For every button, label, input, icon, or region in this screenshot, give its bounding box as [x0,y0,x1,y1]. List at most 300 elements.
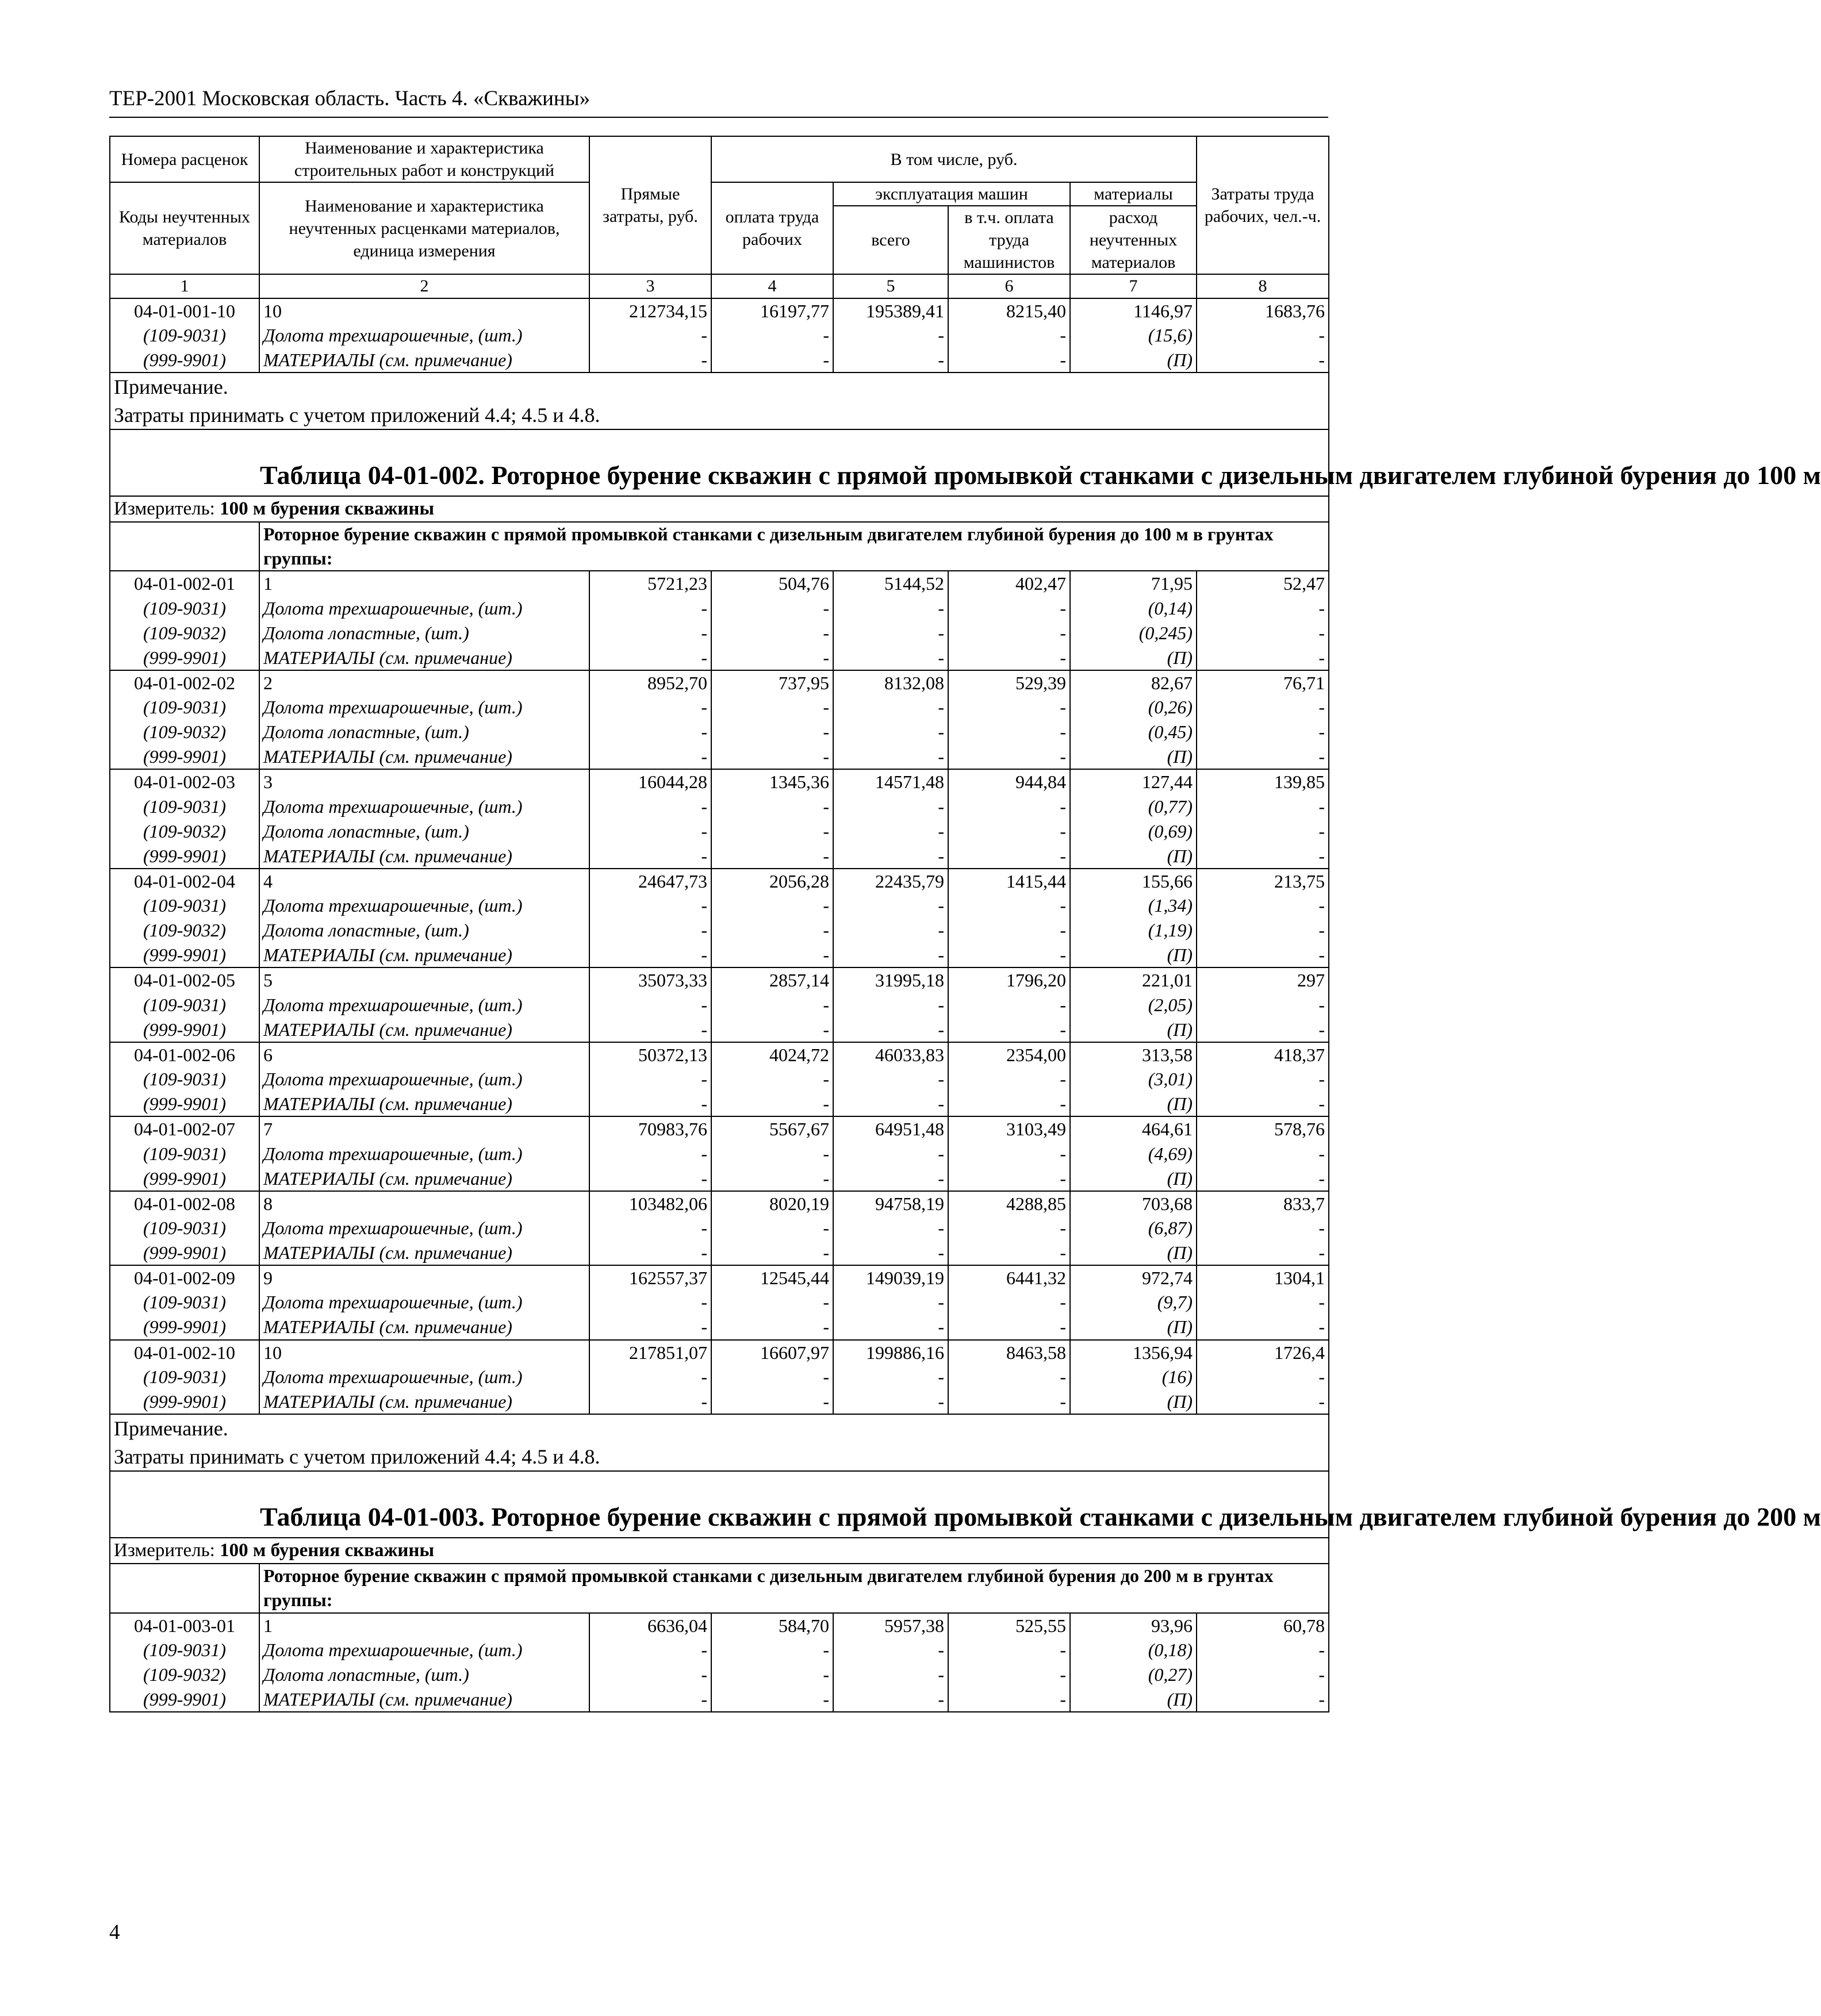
table-row [110,1142,1329,1166]
value-cell: - [833,893,948,918]
value-cell: 82,67 [1070,670,1197,695]
material-name: Долота трехшарошечные, (шт.) [259,1365,589,1389]
value-cell: - [711,621,833,646]
value-cell: - [1197,844,1329,869]
value-cell: (4,69) [1070,1142,1197,1166]
value-cell: 24647,73 [589,869,711,893]
value-cell: 16044,28 [589,769,711,794]
measure-row [110,1538,1329,1564]
note-text: Затраты принимать с учетом приложений 4.4; 4.5 и 4.8. [114,403,600,427]
material-code: (109-9031) [110,1365,259,1389]
value-cell: - [711,744,833,769]
value-cell: (П) [1070,1315,1197,1339]
material-name: МАТЕРИАЛЫ (см. примечание) [259,1315,589,1339]
value-cell: (6,87) [1070,1216,1197,1241]
value-cell: - [833,1017,948,1042]
material-code: (109-9032) [110,621,259,646]
hdr-labor-pay: оплата труда рабочих [711,182,833,274]
value-cell: - [1197,1092,1329,1116]
material-code: (999-9901) [110,943,259,967]
material-name: МАТЕРИАЛЫ (см. примечание) [259,1017,589,1042]
value-cell: - [589,844,711,869]
rate-code: 04-01-002-02 [110,670,259,695]
table-row [110,893,1329,918]
value-cell: 5721,23 [589,571,711,596]
material-name: Долота трехшарошечные, (шт.) [259,1142,589,1166]
value-cell: 8132,08 [833,670,948,695]
value-cell: 195389,41 [833,298,948,323]
value-cell: - [948,1142,1070,1166]
value-cell: 3103,49 [948,1116,1070,1141]
group-blank [110,1564,259,1612]
group-row [110,522,1329,571]
value-cell: - [711,1638,833,1662]
value-cell: - [948,323,1070,348]
value-cell: 213,75 [1197,869,1329,893]
group-row [110,1564,1329,1612]
value-cell: - [589,893,711,918]
note [110,1414,1329,1471]
value-cell: - [948,1092,1070,1116]
material-name: МАТЕРИАЛЫ (см. примечание) [259,1092,589,1116]
value-cell: - [833,844,948,869]
table-row [110,1191,1329,1216]
table-row [110,1017,1329,1042]
value-cell: - [833,1389,948,1414]
material-name: МАТЕРИАЛЫ (см. примечание) [259,1241,589,1265]
value-cell: - [1197,1241,1329,1265]
value-cell: 1726,4 [1197,1340,1329,1365]
table-row [110,596,1329,621]
value-cell: (1,19) [1070,918,1197,943]
value-cell: 2857,14 [711,967,833,992]
material-code: (109-9031) [110,993,259,1017]
value-cell: - [1197,1017,1329,1042]
material-code: (999-9901) [110,1687,259,1712]
value-cell: - [589,1315,711,1339]
value-cell: - [1197,1389,1329,1414]
value-cell: - [589,720,711,744]
table-row [110,1638,1329,1662]
hdr-machines-total: всего [833,206,948,274]
value-cell: - [1197,596,1329,621]
material-name: Долота трехшарошечные, (шт.) [259,323,589,348]
table-row [110,1340,1329,1365]
table-row [110,1216,1329,1241]
table-row [110,967,1329,992]
value-cell: 8463,58 [948,1340,1070,1365]
material-code: (109-9031) [110,596,259,621]
value-cell: - [948,646,1070,670]
material-name: Долота лопастные, (шт.) [259,1662,589,1687]
col-num: 2 [259,274,589,298]
value-cell: - [833,1067,948,1092]
value-cell: - [1197,1365,1329,1389]
value-cell: - [1197,918,1329,943]
table-row [110,794,1329,819]
table-row [110,1241,1329,1265]
value-cell: - [948,1241,1070,1265]
table-row [110,695,1329,720]
value-cell: - [833,596,948,621]
value-cell: 52,47 [1197,571,1329,596]
value-cell: 162557,37 [589,1265,711,1290]
value-cell: - [1197,1142,1329,1166]
value-cell: 221,01 [1070,967,1197,992]
group-heading: Роторное бурение скважин с прямой промывкой станками с дизельным двигателем глубиной бурения до 100 м в грунтах группы: [259,522,1329,571]
value-cell: - [948,1017,1070,1042]
value-cell: 149039,19 [833,1265,948,1290]
value-cell: - [711,1216,833,1241]
hdr-machines: эксплуатация машин [833,182,1070,206]
value-cell: - [1197,943,1329,967]
value-cell: - [711,1241,833,1265]
value-cell: 529,39 [948,670,1070,695]
value-cell: 155,66 [1070,869,1197,893]
material-name: МАТЕРИАЛЫ (см. примечание) [259,348,589,373]
table-row [110,1116,1329,1141]
value-cell: - [1197,744,1329,769]
material-code: (109-9032) [110,819,259,844]
value-cell: - [589,323,711,348]
value-cell: - [589,1166,711,1191]
value-cell: 93,96 [1070,1613,1197,1638]
value-cell: - [711,646,833,670]
value-cell: 46033,83 [833,1042,948,1067]
material-name: Долота трехшарошечные, (шт.) [259,993,589,1017]
value-cell: 703,68 [1070,1191,1197,1216]
value-cell: - [711,720,833,744]
value-cell: - [711,1092,833,1116]
note-row [110,1414,1329,1471]
rate-name: 9 [259,1265,589,1290]
value-cell: - [833,1092,948,1116]
value-cell: 127,44 [1070,769,1197,794]
value-cell: 217851,07 [589,1340,711,1365]
table-row [110,571,1329,596]
value-cell: - [711,819,833,844]
rate-name: 10 [259,298,589,323]
value-cell: (15,6) [1070,323,1197,348]
table-row [110,819,1329,844]
value-cell: 76,71 [1197,670,1329,695]
value-cell: 504,76 [711,571,833,596]
hdr-work-name: Наименование и характеристика строительных работ и конструкций [259,136,589,182]
value-cell: - [1197,1687,1329,1712]
value-cell: - [948,918,1070,943]
value-cell: - [833,720,948,744]
value-cell: 1415,44 [948,869,1070,893]
table-row [110,844,1329,869]
note-text: Затраты принимать с учетом приложений 4.4; 4.5 и 4.8. [114,1445,600,1468]
value-cell: - [589,1290,711,1315]
value-cell: 5957,38 [833,1613,948,1638]
rate-code: 04-01-002-06 [110,1042,259,1067]
value-cell: - [833,819,948,844]
rate-name: 7 [259,1116,589,1141]
value-cell: - [948,1638,1070,1662]
value-cell: 60,78 [1197,1613,1329,1638]
material-code: (109-9031) [110,1142,259,1166]
value-cell: (П) [1070,1092,1197,1116]
value-cell: (П) [1070,348,1197,373]
value-cell: (0,26) [1070,695,1197,720]
material-name: МАТЕРИАЛЫ (см. примечание) [259,1166,589,1191]
table-row [110,1166,1329,1191]
value-cell: - [711,893,833,918]
table-row [110,1265,1329,1290]
table-row [110,720,1329,744]
table-title: Таблица 04-01-003. Роторное бурение скважин с прямой промывкой станками с дизельным двигателем глубиной бурения до 200 м [110,1471,1329,1538]
value-cell: 4288,85 [948,1191,1070,1216]
material-code: (109-9031) [110,1216,259,1241]
value-cell: 64951,48 [833,1116,948,1141]
value-cell: (0,77) [1070,794,1197,819]
material-code: (109-9031) [110,1638,259,1662]
material-code: (999-9901) [110,1017,259,1042]
table-row [110,1315,1329,1339]
value-cell: 6636,04 [589,1613,711,1638]
value-cell: 16197,77 [711,298,833,323]
value-cell: - [833,794,948,819]
value-cell: - [589,794,711,819]
value-cell: - [1197,720,1329,744]
value-cell: 6441,32 [948,1265,1070,1290]
table-row [110,1687,1329,1712]
value-cell: - [589,1142,711,1166]
value-cell: - [948,1290,1070,1315]
value-cell: - [833,621,948,646]
hdr-material-codes: Коды неучтенных материалов [110,182,259,274]
rate-name: 2 [259,670,589,695]
value-cell: - [711,695,833,720]
value-cell: - [948,819,1070,844]
value-cell: - [1197,1067,1329,1092]
col-num: 1 [110,274,259,298]
value-cell: - [948,1166,1070,1191]
note-label: Примечание. [114,375,228,399]
value-cell: - [948,1216,1070,1241]
material-code: (999-9901) [110,1166,259,1191]
rate-code: 04-01-002-09 [110,1265,259,1290]
value-cell: - [589,744,711,769]
material-name: Долота трехшарошечные, (шт.) [259,1638,589,1662]
rate-code: 04-01-002-08 [110,1191,259,1216]
value-cell: 1146,97 [1070,298,1197,323]
material-name: Долота трехшарошечные, (шт.) [259,893,589,918]
material-name: МАТЕРИАЛЫ (см. примечание) [259,646,589,670]
value-cell: 8020,19 [711,1191,833,1216]
rate-name: 4 [259,869,589,893]
hdr-machines-labor: в т.ч. оплата труда машинистов [948,206,1070,274]
material-name: Долота лопастные, (шт.) [259,621,589,646]
value-cell: (1,34) [1070,893,1197,918]
material-code: (109-9031) [110,1067,259,1092]
value-cell: 70983,76 [589,1116,711,1141]
material-name: Долота трехшарошечные, (шт.) [259,794,589,819]
value-cell: - [589,993,711,1017]
table-row [110,298,1329,323]
value-cell: 71,95 [1070,571,1197,596]
value-cell: - [948,794,1070,819]
value-cell: - [1197,1638,1329,1662]
value-cell: 578,76 [1197,1116,1329,1141]
value-cell: 103482,06 [589,1191,711,1216]
value-cell: 2056,28 [711,869,833,893]
value-cell: - [833,695,948,720]
value-cell: - [711,1166,833,1191]
group-heading: Роторное бурение скважин с прямой промывкой станками с дизельным двигателем глубиной бурения до 200 м в грунтах группы: [259,1564,1329,1612]
material-name: Долота трехшарошечные, (шт.) [259,596,589,621]
value-cell: - [948,993,1070,1017]
value-cell: 833,7 [1197,1191,1329,1216]
hdr-including: В том числе, руб. [711,136,1197,182]
value-cell: - [948,893,1070,918]
value-cell: (16) [1070,1365,1197,1389]
value-cell: 212734,15 [589,298,711,323]
value-cell: 584,70 [711,1613,833,1638]
material-name: Долота лопастные, (шт.) [259,819,589,844]
header-rule [109,117,1328,118]
table-row [110,1662,1329,1687]
material-code: (109-9031) [110,794,259,819]
value-cell: - [589,943,711,967]
value-cell: (П) [1070,1241,1197,1265]
group-blank [110,522,259,571]
value-cell: 8952,70 [589,670,711,695]
measure-value: 100 м бурения скважины [220,1539,435,1561]
material-code: (109-9031) [110,323,259,348]
value-cell: 94758,19 [833,1191,948,1216]
value-cell: - [589,695,711,720]
material-name: МАТЕРИАЛЫ (см. примечание) [259,1389,589,1414]
value-cell: (2,05) [1070,993,1197,1017]
value-cell: 2354,00 [948,1042,1070,1067]
value-cell: - [711,1687,833,1712]
value-cell: - [1197,993,1329,1017]
material-code: (109-9032) [110,918,259,943]
value-cell: - [1197,621,1329,646]
value-cell: 418,37 [1197,1042,1329,1067]
measure [110,1538,1329,1564]
value-cell: - [711,1315,833,1339]
value-cell: 8215,40 [948,298,1070,323]
table-row [110,1042,1329,1067]
material-code: (109-9032) [110,720,259,744]
value-cell: 1356,94 [1070,1340,1197,1365]
table-row [110,670,1329,695]
material-code: (999-9901) [110,1389,259,1414]
value-cell: (0,69) [1070,819,1197,844]
value-cell: - [589,1067,711,1092]
value-cell: - [1197,1166,1329,1191]
table-row [110,348,1329,373]
value-cell: - [589,1365,711,1389]
value-cell: - [589,1638,711,1662]
col-num: 6 [948,274,1070,298]
col-num: 8 [1197,274,1329,298]
table-row [110,1290,1329,1315]
value-cell: - [1197,646,1329,670]
table-row [110,918,1329,943]
value-cell: 22435,79 [833,869,948,893]
value-cell: - [711,844,833,869]
value-cell: 35073,33 [589,967,711,992]
value-cell: - [711,943,833,967]
value-cell: - [589,596,711,621]
value-cell: - [1197,695,1329,720]
value-cell: 12545,44 [711,1265,833,1290]
col-num: 4 [711,274,833,298]
note-label: Примечание. [114,1417,228,1441]
value-cell: (0,18) [1070,1638,1197,1662]
material-code: (999-9901) [110,1092,259,1116]
material-name: Долота трехшарошечные, (шт.) [259,695,589,720]
material-name: МАТЕРИАЛЫ (см. примечание) [259,943,589,967]
value-cell: - [589,1017,711,1042]
value-cell: - [833,1365,948,1389]
note [110,373,1329,429]
table-row [110,323,1329,348]
material-name: Долота трехшарошечные, (шт.) [259,1290,589,1315]
col-num: 5 [833,274,948,298]
value-cell: - [711,1017,833,1042]
value-cell: 297 [1197,967,1329,992]
material-code: (109-9031) [110,1290,259,1315]
rate-code: 04-01-002-01 [110,571,259,596]
material-code: (999-9901) [110,844,259,869]
table-row [110,1092,1329,1116]
measure-label: Измеритель: [114,1539,215,1561]
material-name: Долота трехшарошечные, (шт.) [259,1216,589,1241]
measure-label: Измеритель: [114,498,215,519]
value-cell: (П) [1070,1017,1197,1042]
value-cell: - [711,348,833,373]
value-cell: - [948,1315,1070,1339]
material-code: (999-9901) [110,348,259,373]
value-cell: - [948,720,1070,744]
value-cell: - [711,1365,833,1389]
value-cell: (П) [1070,844,1197,869]
table-row [110,769,1329,794]
value-cell: (П) [1070,646,1197,670]
table-row [110,1365,1329,1389]
hdr-materials-usage: расход неучтенных материалов [1070,206,1197,274]
value-cell: - [833,1290,948,1315]
value-cell: - [1197,1216,1329,1241]
value-cell: - [948,695,1070,720]
value-cell: (0,27) [1070,1662,1197,1687]
value-cell: - [711,918,833,943]
material-name: Долота лопастные, (шт.) [259,720,589,744]
value-cell: - [589,1687,711,1712]
value-cell: - [948,621,1070,646]
table-row [110,1067,1329,1092]
value-cell: (3,01) [1070,1067,1197,1092]
rate-code: 04-01-003-01 [110,1613,259,1638]
value-cell: - [833,646,948,670]
value-cell: - [948,1365,1070,1389]
value-cell: (0,245) [1070,621,1197,646]
table-row [110,621,1329,646]
value-cell: - [948,1662,1070,1687]
value-cell: - [833,1687,948,1712]
value-cell: 139,85 [1197,769,1329,794]
rate-code: 04-01-001-10 [110,298,259,323]
rates-table [109,136,1821,1712]
value-cell: (0,45) [1070,720,1197,744]
note-row [110,373,1329,429]
